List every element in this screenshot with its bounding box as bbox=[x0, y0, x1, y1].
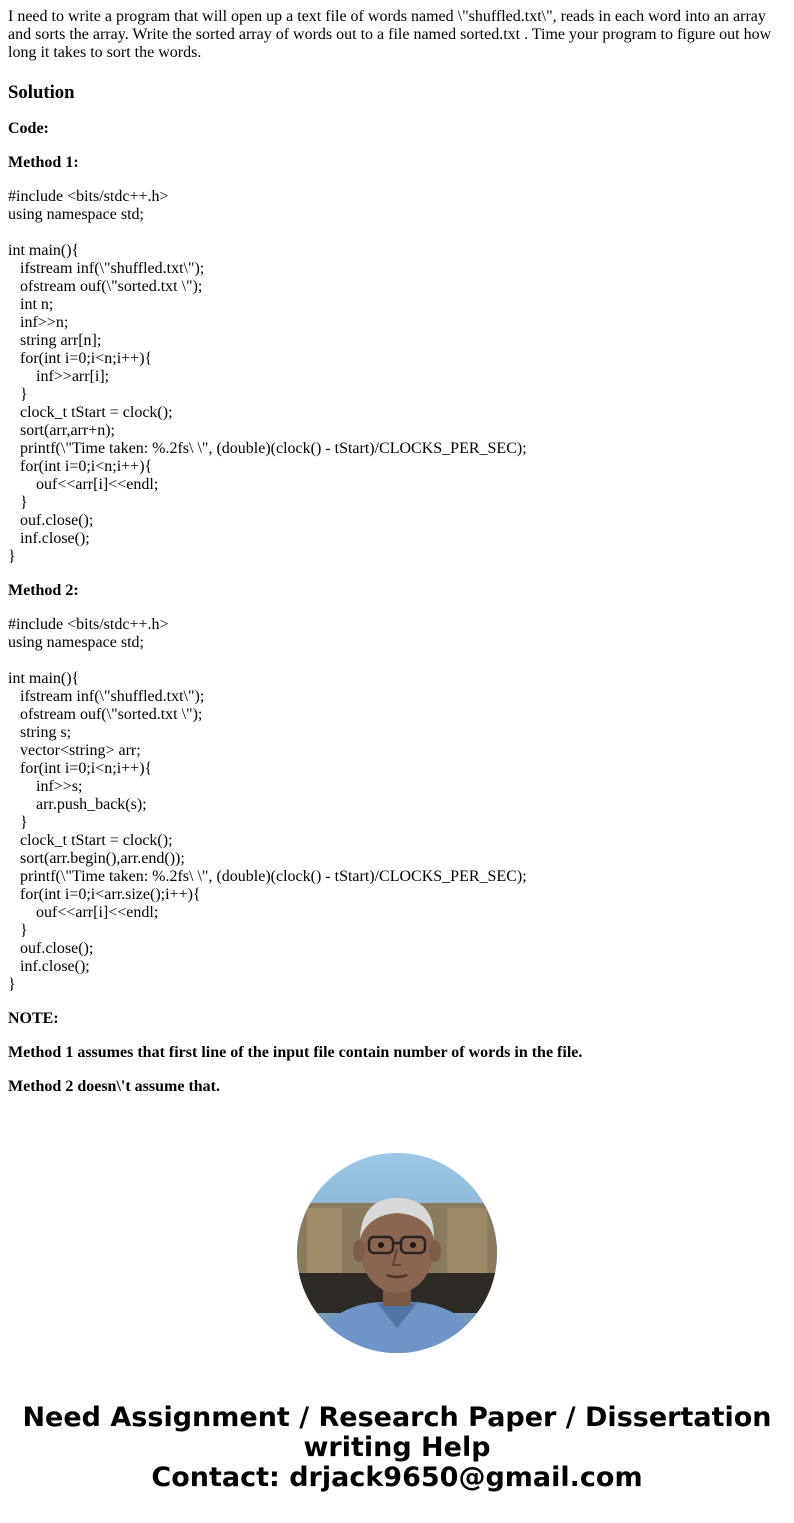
code-line: inf>>n; bbox=[20, 314, 69, 331]
code-line: arr.push_back(s); bbox=[36, 796, 147, 813]
code-line: int n; bbox=[20, 296, 54, 313]
code-line: ifstream inf(\"shuffled.txt\"); bbox=[20, 688, 205, 705]
code-line: inf.close(); bbox=[20, 958, 90, 975]
code-line: inf>>arr[i]; bbox=[36, 368, 110, 385]
code-line: #include <bits/stdc++.h> bbox=[8, 616, 169, 633]
code-line bbox=[8, 224, 784, 242]
question-text: I need to write a program that will open up a text file of words named \"shuffled.txt\", reads in each word into an array and sorts the array. Write the sorted array of words out to a file named sorted.txt . Time your program to figure out how long it takes to sort the words. bbox=[8, 8, 772, 61]
code-label: Code: bbox=[8, 120, 49, 137]
code-line: clock_t tStart = clock(); bbox=[20, 404, 173, 421]
method1-code-block bbox=[8, 188, 784, 566]
code-line: ofstream ouf(\"sorted.txt \"); bbox=[20, 706, 203, 723]
person-portrait-icon bbox=[297, 1153, 497, 1353]
footer-line-2: writing Help bbox=[303, 1432, 491, 1463]
code-line: clock_t tStart = clock(); bbox=[20, 832, 173, 849]
code-line: ouf.close(); bbox=[20, 512, 94, 529]
method1-label: Method 1: bbox=[8, 154, 79, 171]
code-line: string s; bbox=[20, 724, 72, 741]
code-line: inf.close(); bbox=[20, 530, 90, 547]
note-line-2: Method 2 doesn\'t assume that. bbox=[8, 1078, 221, 1095]
note-line-1: Method 1 assumes that first line of the input file contain number of words in the file. bbox=[8, 1044, 583, 1061]
code-line: } bbox=[20, 814, 28, 831]
method2-code-block bbox=[8, 616, 784, 994]
footer-promo bbox=[0, 1403, 794, 1493]
code-line: int main(){ bbox=[8, 670, 80, 687]
solution-heading: Solution bbox=[8, 82, 75, 103]
code-line: } bbox=[20, 922, 28, 939]
code-line: ouf<<arr[i]<<endl; bbox=[36, 476, 159, 493]
note-label: NOTE: bbox=[8, 1010, 59, 1027]
code-line: for(int i=0;i<n;i++){ bbox=[20, 350, 153, 367]
code-line: printf(\"Time taken: %.2fs\ \", (double)(clock() - tStart)/CLOCKS_PER_SEC); bbox=[20, 868, 527, 885]
code-line: for(int i=0;i<arr.size();i++){ bbox=[20, 886, 201, 903]
code-line: } bbox=[20, 386, 28, 403]
code-line: vector<string> arr; bbox=[20, 742, 141, 759]
code-line: using namespace std; bbox=[8, 206, 144, 223]
code-line: } bbox=[20, 494, 28, 511]
footer-line-1: Need Assignment / Research Paper / Dissertation bbox=[22, 1402, 772, 1433]
code-line: ifstream inf(\"shuffled.txt\"); bbox=[20, 260, 205, 277]
code-line: string arr[n]; bbox=[20, 332, 102, 349]
code-line: using namespace std; bbox=[8, 634, 144, 651]
code-line: ouf.close(); bbox=[20, 940, 94, 957]
footer-contact: Contact: drjack9650@gmail.com bbox=[151, 1462, 643, 1493]
code-line: #include <bits/stdc++.h> bbox=[8, 188, 169, 205]
code-line: inf>>s; bbox=[36, 778, 83, 795]
author-avatar bbox=[297, 1153, 497, 1353]
code-line: } bbox=[8, 548, 16, 565]
code-line: sort(arr,arr+n); bbox=[20, 422, 115, 439]
code-line: ofstream ouf(\"sorted.txt \"); bbox=[20, 278, 203, 295]
code-line bbox=[8, 652, 784, 670]
code-line: for(int i=0;i<n;i++){ bbox=[20, 760, 153, 777]
code-line: ouf<<arr[i]<<endl; bbox=[36, 904, 159, 921]
code-line: sort(arr.begin(),arr.end()); bbox=[20, 850, 185, 867]
method2-label: Method 2: bbox=[8, 582, 79, 599]
document-body bbox=[8, 8, 784, 1096]
code-line: for(int i=0;i<n;i++){ bbox=[20, 458, 153, 475]
code-line: printf(\"Time taken: %.2fs\ \", (double)(clock() - tStart)/CLOCKS_PER_SEC); bbox=[20, 440, 527, 457]
code-line: } bbox=[8, 976, 16, 993]
code-line: int main(){ bbox=[8, 242, 80, 259]
